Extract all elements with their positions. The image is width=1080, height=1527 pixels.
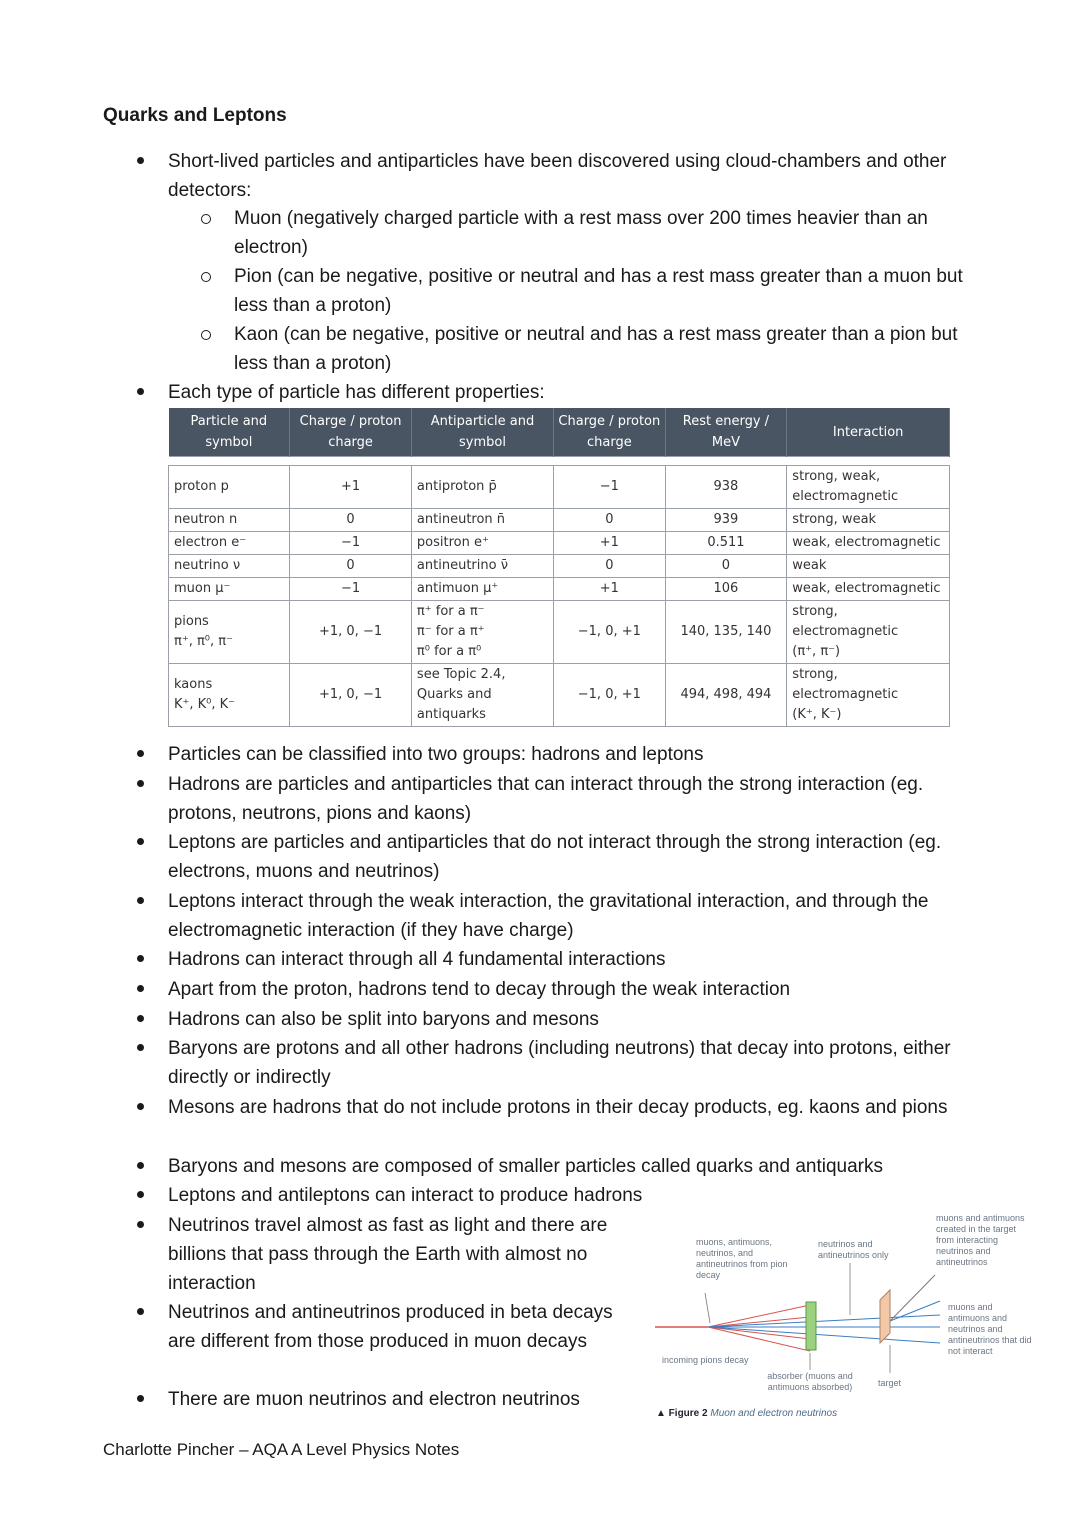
header-cell: Interaction — [787, 408, 950, 457]
table-row — [169, 578, 950, 601]
cell-particle — [169, 601, 290, 664]
table-row — [169, 509, 950, 532]
cell-line: π⁻ for a π⁺ — [416, 624, 485, 639]
cell-particle: proton p — [169, 466, 290, 509]
cell-anti-charge: −1 — [554, 466, 665, 509]
bullet-text: Leptons and antileptons can interact to produce hadrons — [168, 1185, 643, 1206]
table-header-row — [169, 408, 950, 457]
table-row — [169, 555, 950, 578]
bullet-text: Baryons are protons and all other hadrons (including neutrons) that decay into protons, either directly or indirectly — [168, 1038, 951, 1088]
bullet-text: Neutrinos and antineutrinos produced in beta decays are different from those produced in muon decays — [168, 1302, 613, 1352]
label-incoming: incoming pions decay — [662, 1355, 749, 1365]
header-cell: Particle and symbol — [169, 408, 290, 457]
pointer-line — [705, 1293, 710, 1323]
cell-antiparticle: antineutrino ν̄ — [411, 555, 553, 578]
label-muons-antimuons: muons, antimuons, neutrinos, and antineutrinos from pion decay — [696, 1237, 788, 1280]
sub-bullet-circle — [201, 214, 211, 224]
bullet-text: Baryons and mesons are composed of smaller particles called quarks and antiquarks — [168, 1156, 883, 1177]
cell-antiparticle: positron e⁺ — [411, 532, 553, 555]
bullet-text: There are muon neutrinos and electron neutrinos — [168, 1389, 580, 1410]
cell-line: Quarks and — [416, 687, 492, 702]
bullet-text: Hadrons are particles and antiparticles that can interact through the strong interaction (eg. protons, neutrons, pions and kaons) — [168, 774, 924, 824]
table-row — [169, 466, 950, 509]
header-cell: Charge / proton charge — [554, 408, 665, 457]
bullet-text: Short-lived particles and antiparticles have been discovered using cloud-chambers and other detectors: — [168, 151, 947, 201]
bullet-text: Leptons are particles and antiparticles that do not interact through the strong interaction (eg. electrons, muons and neutrinos) — [168, 832, 942, 882]
cell-interaction: strong, weak — [787, 509, 950, 532]
table-row — [169, 532, 950, 555]
cell-line: (π⁺, π⁻) — [792, 644, 841, 659]
cell-interaction: strong, weak, electromagnetic — [787, 466, 950, 509]
header-cell: Rest energy / MeV — [665, 408, 787, 457]
bullet-text: Each type of particle has different properties: — [168, 382, 545, 403]
header-cell: Antiparticle and symbol — [411, 408, 553, 457]
cell-anti-charge: 0 — [554, 509, 665, 532]
cell-antiparticle: antimuon μ⁺ — [411, 578, 553, 601]
bullet-dot — [137, 750, 144, 757]
sub-bullet-text: Kaon (can be negative, positive or neutral and has a rest mass greater than a pion but less than a proton) — [234, 324, 958, 374]
cell-antiparticle — [411, 601, 553, 664]
cell-particle: electron e⁻ — [169, 532, 290, 555]
cell-line: see Topic 2.4, — [416, 667, 506, 682]
cell-energy: 106 — [665, 578, 787, 601]
cell-interaction: weak — [787, 555, 950, 578]
header-cell: Charge / proton charge — [290, 408, 412, 457]
cell-anti-charge: +1 — [554, 578, 665, 601]
cell-particle: neutrino ν — [169, 555, 290, 578]
bullet-dot — [137, 985, 144, 992]
bullet-dot — [137, 897, 144, 904]
cell-line: kaons — [174, 677, 213, 692]
caption-number: ▲ Figure 2 — [656, 1408, 708, 1419]
cell-energy: 0 — [665, 555, 787, 578]
cell-antiparticle: antiproton p̄ — [411, 466, 553, 509]
bullet-dot — [137, 955, 144, 962]
cell-antiparticle: antineutron n̄ — [411, 509, 553, 532]
cell-line: strong, electromagnetic — [792, 667, 899, 702]
cell-charge: 0 — [290, 509, 412, 532]
cell-energy: 494, 498, 494 — [665, 664, 787, 727]
cell-energy: 0.511 — [665, 532, 787, 555]
cell-energy: 140, 135, 140 — [665, 601, 787, 664]
bullet-text: Mesons are hadrons that do not include protons in their decay products, eg. kaons and pions — [168, 1097, 948, 1118]
cell-line: π⁰ for a π⁰ — [416, 644, 482, 659]
cell-interaction — [787, 601, 950, 664]
bullet-dot — [137, 157, 144, 164]
cell-charge: −1 — [290, 532, 412, 555]
cell-charge: +1, 0, −1 — [290, 601, 412, 664]
bullet-dot — [137, 1162, 144, 1169]
bullet-dot — [137, 1103, 144, 1110]
cell-line: strong, — [792, 604, 838, 619]
sub-bullet-circle — [201, 272, 211, 282]
bullet-dot — [137, 780, 144, 787]
muon-track — [708, 1305, 810, 1327]
bullet-text: Particles can be classified into two groups: hadrons and leptons — [168, 744, 704, 765]
label-absorber: absorber (muons and antimuons absorbed) — [767, 1371, 853, 1392]
sub-bullet-text: Muon (negatively charged particle with a rest mass over 200 times heavier than an electron) — [234, 208, 928, 258]
table-row — [169, 664, 950, 727]
cell-interaction: weak, electromagnetic — [787, 578, 950, 601]
sub-bullet-text: Pion (can be negative, positive or neutral and has a rest mass greater than a muon but less than a proton) — [234, 266, 963, 316]
cell-interaction: weak, electromagnetic — [787, 532, 950, 555]
page-title: Quarks and Leptons — [103, 105, 287, 126]
bullet-dot — [137, 1191, 144, 1198]
bullet-text: Neutrinos travel almost as fast as light and there are billions that pass through the Earth with almost no interaction — [168, 1215, 608, 1294]
cell-anti-charge: −1, 0, +1 — [554, 664, 665, 727]
cell-line: π⁺ for a π⁻ — [416, 604, 485, 619]
label-did-not-interact: muons and antimuons and neutrinos and antineutrinos that did not interact — [948, 1302, 1032, 1356]
caption-text: Muon and electron neutrinos — [710, 1408, 838, 1419]
cell-charge: 0 — [290, 555, 412, 578]
cell-energy: 938 — [665, 466, 787, 509]
bullet-dot — [137, 1044, 144, 1051]
cell-charge: −1 — [290, 578, 412, 601]
cell-anti-charge: −1, 0, +1 — [554, 601, 665, 664]
bullet-dot — [137, 1015, 144, 1022]
cell-line: π⁺, π⁰, π⁻ — [174, 634, 233, 649]
cell-interaction — [787, 664, 950, 727]
bullet-text: Hadrons can also be split into baryons and mesons — [168, 1009, 599, 1030]
cell-line: electromagnetic — [792, 624, 899, 639]
cell-anti-charge: +1 — [554, 532, 665, 555]
table-row — [169, 601, 950, 664]
cell-charge: +1 — [290, 466, 412, 509]
bullet-text: Apart from the proton, hadrons tend to decay through the weak interaction — [168, 979, 791, 1000]
cell-antiparticle — [411, 664, 553, 727]
cell-particle: muon μ⁻ — [169, 578, 290, 601]
neutrino-track — [708, 1315, 940, 1327]
footer-text: Charlotte Pincher – AQA A Level Physics Notes — [103, 1440, 460, 1459]
cell-line: (K⁺, K⁻) — [792, 707, 842, 722]
absorber-block — [806, 1302, 816, 1350]
figure-caption — [656, 1408, 837, 1419]
interacting-track — [890, 1301, 940, 1321]
bullet-dot — [137, 388, 144, 395]
bullet-dot — [137, 1395, 144, 1402]
cell-energy: 939 — [665, 509, 787, 532]
cell-line: K⁺, K⁰, K⁻ — [174, 697, 236, 712]
cell-line: pions — [174, 614, 209, 629]
label-neutrinos-only: neutrinos and antineutrinos only — [818, 1239, 889, 1260]
label-created: muons and antimuons created in the target from interacting neutrinos and antineutrinos — [936, 1213, 1025, 1267]
bullet-text: Hadrons can interact through all 4 fundamental interactions — [168, 949, 666, 970]
particle-table — [168, 408, 950, 727]
muon-track — [708, 1317, 810, 1327]
cell-particle — [169, 664, 290, 727]
cell-anti-charge: 0 — [554, 555, 665, 578]
bullet-text: Leptons interact through the weak interaction, the gravitational interaction, and through the electromagnetic interaction (if they have charge) — [168, 891, 929, 941]
bullet-dot — [137, 1221, 144, 1228]
bullet-dot — [137, 1308, 144, 1315]
sub-bullet-circle — [201, 330, 211, 340]
bullet-dot — [137, 838, 144, 845]
cell-charge: +1, 0, −1 — [290, 664, 412, 727]
created-muon-track — [890, 1275, 935, 1321]
label-target: target — [878, 1378, 902, 1388]
cell-line: antiquarks — [416, 707, 486, 722]
cell-particle: neutron n — [169, 509, 290, 532]
target-block — [880, 1290, 890, 1343]
neutrino-figure — [650, 1205, 1040, 1425]
